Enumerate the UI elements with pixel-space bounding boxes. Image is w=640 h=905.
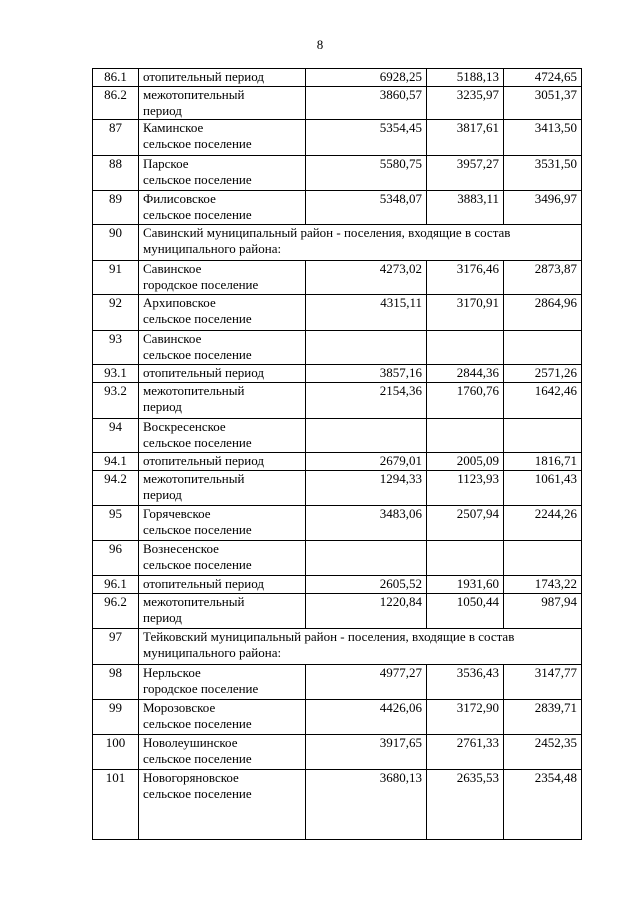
row-number: 95 bbox=[93, 506, 139, 541]
value-cell-v3 bbox=[504, 419, 582, 453]
value-cell-v3: 2452,35 bbox=[504, 735, 582, 770]
value-cell-v1: 4426,06 bbox=[306, 700, 427, 735]
district-section-title: Савинский муниципальный район - поселения, входящие в состав муниципального района: bbox=[139, 225, 582, 261]
settlement-name: Горячевское сельское поселение bbox=[139, 506, 306, 541]
row-number: 90 bbox=[93, 225, 139, 261]
settlement-name: межотопительный период bbox=[139, 594, 306, 629]
table-row bbox=[93, 191, 582, 225]
settlement-name: Савинское сельское поселение bbox=[139, 331, 306, 365]
table-body bbox=[93, 69, 582, 840]
row-number: 94.1 bbox=[93, 453, 139, 471]
row-number: 91 bbox=[93, 261, 139, 295]
value-cell-v2: 3957,27 bbox=[427, 156, 504, 191]
settlement-name: Новогоряновское сельское поселение bbox=[139, 770, 306, 840]
value-cell-v2: 3170,91 bbox=[427, 295, 504, 331]
value-cell-v3: 2571,26 bbox=[504, 365, 582, 383]
row-number: 93.1 bbox=[93, 365, 139, 383]
value-cell-v3: 1061,43 bbox=[504, 471, 582, 506]
settlement-name: Воскресенское сельское поселение bbox=[139, 419, 306, 453]
value-cell-v2: 3883,11 bbox=[427, 191, 504, 225]
value-cell-v3: 3413,50 bbox=[504, 120, 582, 156]
value-cell-v1: 5354,45 bbox=[306, 120, 427, 156]
table-row bbox=[93, 770, 582, 840]
value-cell-v3: 2354,48 bbox=[504, 770, 582, 840]
table-row bbox=[93, 541, 582, 576]
value-cell-v3: 3496,97 bbox=[504, 191, 582, 225]
settlement-name: отопительный период bbox=[139, 365, 306, 383]
value-cell-v3: 2839,71 bbox=[504, 700, 582, 735]
value-cell-v3: 3051,37 bbox=[504, 87, 582, 120]
settlement-name: Филисовское сельское поселение bbox=[139, 191, 306, 225]
settlement-name: Архиповское сельское поселение bbox=[139, 295, 306, 331]
settlement-name: отопительный период bbox=[139, 453, 306, 471]
value-cell-v3: 2873,87 bbox=[504, 261, 582, 295]
row-number: 96.2 bbox=[93, 594, 139, 629]
settlement-name: межотопительный период bbox=[139, 383, 306, 419]
row-number: 93 bbox=[93, 331, 139, 365]
value-cell-v1: 5580,75 bbox=[306, 156, 427, 191]
value-cell-v2: 1931,60 bbox=[427, 576, 504, 594]
row-number: 89 bbox=[93, 191, 139, 225]
value-cell-v1: 3860,57 bbox=[306, 87, 427, 120]
tariff-table bbox=[92, 68, 582, 840]
value-cell-v3 bbox=[504, 331, 582, 365]
table-row bbox=[93, 453, 582, 471]
table-row bbox=[93, 261, 582, 295]
table-row bbox=[93, 295, 582, 331]
row-number: 96.1 bbox=[93, 576, 139, 594]
table-row bbox=[93, 225, 582, 261]
value-cell-v1 bbox=[306, 419, 427, 453]
value-cell-v3 bbox=[504, 541, 582, 576]
value-cell-v2: 2005,09 bbox=[427, 453, 504, 471]
value-cell-v2: 3172,90 bbox=[427, 700, 504, 735]
settlement-name: отопительный период bbox=[139, 69, 306, 87]
value-cell-v1 bbox=[306, 541, 427, 576]
value-cell-v3: 3531,50 bbox=[504, 156, 582, 191]
value-cell-v3: 4724,65 bbox=[504, 69, 582, 87]
value-cell-v3: 987,94 bbox=[504, 594, 582, 629]
value-cell-v1: 5348,07 bbox=[306, 191, 427, 225]
settlement-name: Савинское городское поселение bbox=[139, 261, 306, 295]
table-row bbox=[93, 471, 582, 506]
value-cell-v2 bbox=[427, 541, 504, 576]
table-row bbox=[93, 700, 582, 735]
row-number: 86.2 bbox=[93, 87, 139, 120]
table-row bbox=[93, 156, 582, 191]
row-number: 99 bbox=[93, 700, 139, 735]
table-row bbox=[93, 629, 582, 665]
settlement-name: Парское сельское поселение bbox=[139, 156, 306, 191]
row-number: 100 bbox=[93, 735, 139, 770]
value-cell-v3: 3147,77 bbox=[504, 665, 582, 700]
table-row bbox=[93, 383, 582, 419]
settlement-name: межотопительный период bbox=[139, 87, 306, 120]
row-number: 87 bbox=[93, 120, 139, 156]
value-cell-v1: 4977,27 bbox=[306, 665, 427, 700]
value-cell-v3: 1816,71 bbox=[504, 453, 582, 471]
value-cell-v3: 2244,26 bbox=[504, 506, 582, 541]
value-cell-v2: 2761,33 bbox=[427, 735, 504, 770]
value-cell-v2: 3817,61 bbox=[427, 120, 504, 156]
value-cell-v1: 4273,02 bbox=[306, 261, 427, 295]
settlement-name: Каминское сельское поселение bbox=[139, 120, 306, 156]
settlement-name: Вознесенское сельское поселение bbox=[139, 541, 306, 576]
value-cell-v3: 1642,46 bbox=[504, 383, 582, 419]
row-number: 101 bbox=[93, 770, 139, 840]
table-row bbox=[93, 419, 582, 453]
value-cell-v1: 1294,33 bbox=[306, 471, 427, 506]
value-cell-v2: 5188,13 bbox=[427, 69, 504, 87]
table-row bbox=[93, 665, 582, 700]
table-row bbox=[93, 594, 582, 629]
table-row bbox=[93, 87, 582, 120]
settlement-name: Нерльское городское поселение bbox=[139, 665, 306, 700]
value-cell-v1 bbox=[306, 331, 427, 365]
value-cell-v1: 2154,36 bbox=[306, 383, 427, 419]
table-row bbox=[93, 576, 582, 594]
value-cell-v1: 2679,01 bbox=[306, 453, 427, 471]
page-number: 8 bbox=[316, 37, 324, 52]
value-cell-v2 bbox=[427, 419, 504, 453]
settlement-name: межотопительный период bbox=[139, 471, 306, 506]
value-cell-v1: 2605,52 bbox=[306, 576, 427, 594]
value-cell-v1: 3917,65 bbox=[306, 735, 427, 770]
table-row bbox=[93, 365, 582, 383]
table-row bbox=[93, 506, 582, 541]
row-number: 94 bbox=[93, 419, 139, 453]
value-cell-v2: 3176,46 bbox=[427, 261, 504, 295]
table-row bbox=[93, 331, 582, 365]
row-number: 98 bbox=[93, 665, 139, 700]
value-cell-v2: 1050,44 bbox=[427, 594, 504, 629]
table-row bbox=[93, 735, 582, 770]
settlement-name: Новолеушинское сельское поселение bbox=[139, 735, 306, 770]
value-cell-v2: 1760,76 bbox=[427, 383, 504, 419]
value-cell-v1: 3857,16 bbox=[306, 365, 427, 383]
value-cell-v1: 1220,84 bbox=[306, 594, 427, 629]
value-cell-v2: 2507,94 bbox=[427, 506, 504, 541]
value-cell-v2 bbox=[427, 331, 504, 365]
row-number: 88 bbox=[93, 156, 139, 191]
row-number: 93.2 bbox=[93, 383, 139, 419]
row-number: 97 bbox=[93, 629, 139, 665]
value-cell-v2: 2844,36 bbox=[427, 365, 504, 383]
value-cell-v3: 1743,22 bbox=[504, 576, 582, 594]
row-number: 94.2 bbox=[93, 471, 139, 506]
value-cell-v2: 1123,93 bbox=[427, 471, 504, 506]
value-cell-v1: 4315,11 bbox=[306, 295, 427, 331]
row-number: 92 bbox=[93, 295, 139, 331]
value-cell-v3: 2864,96 bbox=[504, 295, 582, 331]
value-cell-v2: 3536,43 bbox=[427, 665, 504, 700]
value-cell-v1: 3680,13 bbox=[306, 770, 427, 840]
district-section-title: Тейковский муниципальный район - поселения, входящие в состав муниципального района: bbox=[139, 629, 582, 665]
settlement-name: Морозовское сельское поселение bbox=[139, 700, 306, 735]
table-row bbox=[93, 120, 582, 156]
row-number: 96 bbox=[93, 541, 139, 576]
row-number: 86.1 bbox=[93, 69, 139, 87]
value-cell-v2: 3235,97 bbox=[427, 87, 504, 120]
value-cell-v1: 6928,25 bbox=[306, 69, 427, 87]
settlement-name: отопительный период bbox=[139, 576, 306, 594]
table-row bbox=[93, 69, 582, 87]
value-cell-v1: 3483,06 bbox=[306, 506, 427, 541]
value-cell-v2: 2635,53 bbox=[427, 770, 504, 840]
